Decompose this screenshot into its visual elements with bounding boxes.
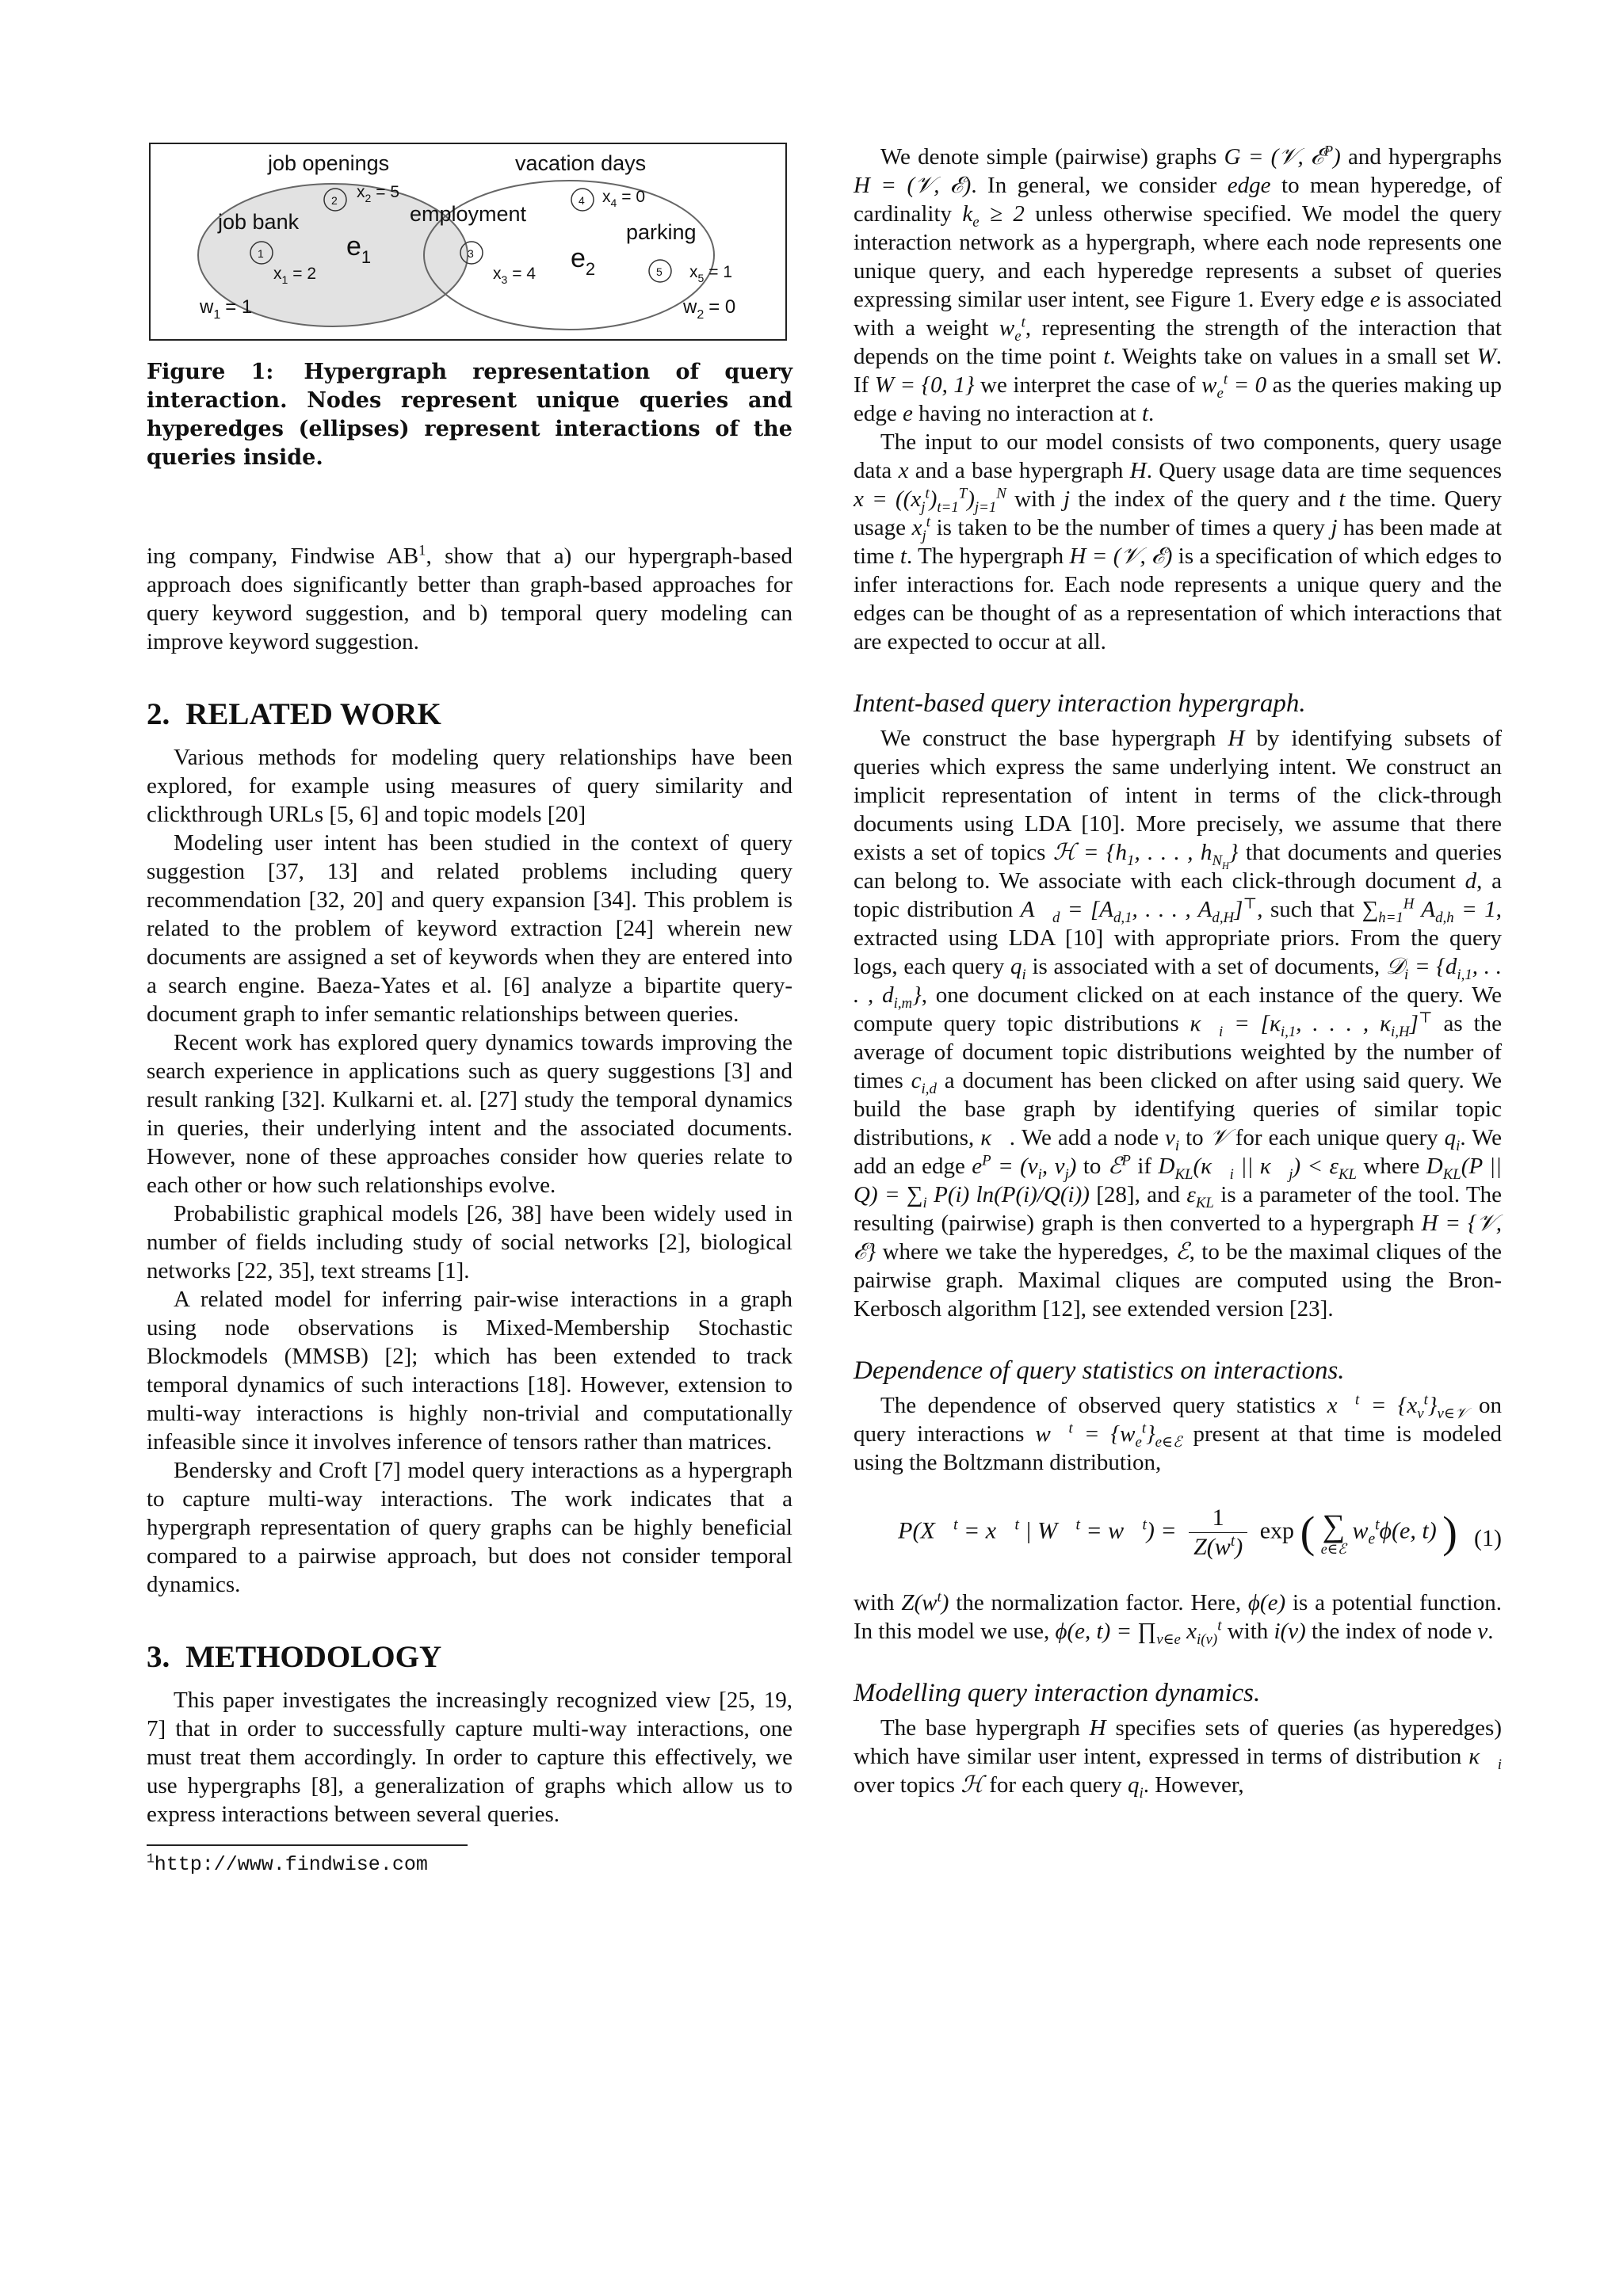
equation-1: P(X⃗$^t$ = x⃗$^t$ | W⃗$^t$ = w⃗$^t$) = $\frac{1}{Z(w^t)}$ exp ( ∑ e∈ℰ $w_e^t\phi(e$, t) ) (1) (898, 1505, 1502, 1560)
figure-caption (147, 358, 792, 472)
label-job-bank: job bank (218, 210, 300, 234)
svg-text:x4= 0: $x_4 = 0$ (602, 188, 646, 209)
svg-text:3: 3 (468, 247, 474, 260)
svg-text:w2= 0: $w_2 = 0$ (683, 296, 736, 322)
footnote-link[interactable]: http://www.findwise.com (154, 1853, 428, 1876)
equation-number: (1) (1474, 1525, 1502, 1551)
subheading-modelling: Modelling query interaction dynamics. (854, 1679, 1261, 1707)
svg-text:5: 5 (656, 265, 663, 278)
right-p4: The dependence of observed query statistics x⃗$^t$ = $\{x_v^t\}_{v\in 𝒱}$ on query interactions w⃗$^t$ = $\{w_e^t\}_{e\in ℰ}$ present at that time is modeled using the Boltzmann distribution, (854, 1391, 1502, 1475)
left-column (147, 143, 792, 1879)
svg-text:x3= 4: $x_3 = 4$ (493, 265, 537, 286)
subheading-dependence: Dependence of query statistics on interactions. (854, 1356, 1345, 1385)
label-vacation-days: vacation days (515, 151, 647, 175)
section-2-heading: 2. RELATED WORK (147, 697, 441, 731)
svg-text:w1= 1: $w_1 = 1$ (200, 296, 253, 322)
right-p5: with $Z(w^t)$ the normalization factor. Here, ϕ(e) is a potential function. In this model we use, ϕ(e, $t) = \prod_{v\in e}$ $x_{i(v)}^t$ with i(v) the index of node v. (854, 1589, 1502, 1648)
right-column (854, 143, 1503, 1802)
related-work-p2: Modeling user intent has been studied in the context of query suggestion [37, 13] and related problems including query recommendation [32, 20] and query expansion [34]. This problem is related to the problem of keyword extraction [24] wherein new documents are assigned a set of keywords when they are entered into a search engine. Baeza-Yates et al. [6] analyze a bipartite query-document graph to infer semantic relationships between queries. (147, 830, 792, 1027)
footnote-rule (147, 1844, 468, 1846)
svg-text:x2= 5: $x_2 = 5$ (357, 183, 400, 204)
label-employment: employment (410, 202, 527, 226)
related-work-p3: Recent work has explored query dynamics towards improving the search experience in applications such as query suggestions [3] and result ranking [32]. Kulkarni et. al. [27] study the temporal dynamics in queries, their underlying intent and the associated documents. However, none of these approaches consider how queries relate to each other or how such relationships evolve. (147, 1030, 792, 1198)
related-work-p4: Probabilistic graphical models [26, 38] have been widely used in number of fields including study of social networks [2], biological networks [22, 35], text streams [1]. (147, 1201, 792, 1283)
label-parking: parking (626, 220, 697, 244)
svg-text:x5= 1: $x_5 = 1$ (689, 263, 733, 284)
related-work-p5: A related model for inferring pair-wise interactions in a graph using node observations is Mixed-Membership Stochastic Blockmodels (MMSB) [2]; which has been extended to track temporal dynamics of such interactions [18]. However, extension to multi-way interactions is highly non-trivial and computationally infeasible since it involves inference of tensors rather than matrices. (147, 1287, 792, 1455)
methodology-p1: This paper investigates the increasingly recognized view [25, 19, 7] that in order to successfully capture multi-way interactions, one must treat them accordingly. In order to capture this effectively, we use hypergraphs [8], a generalization of graphs which allow us to express interactions between several queries. (147, 1688, 792, 1827)
related-work-p6: Bendersky and Croft [7] model query interactions as a hypergraph to capture multi-way interactions. The work indicates that a hypergraph representation of query graphs can be highly beneficial compared to a pairwise approach, but does not consider temporal dynamics. (147, 1458, 792, 1597)
subheading-intent: Intent-based query interaction hypergraph. (854, 689, 1306, 718)
intro-paragraph: ing company, Findwise $AB^1$, show that a) our hypergraph-based approach does significantly better than graph-based approaches for query keyword suggestion, and b) temporal query modeling can improve keyword suggestion. (147, 542, 792, 654)
svg-text:x1= 2: $x_1 = 2$ (273, 265, 317, 286)
right-p2: The input to our model consists of two components, query usage data x and a base hypergraph H. Query usage data are time sequences $x = ((x_j^t)_{t=1}^T)_{j=1}^N$ with j the index of the query and t the time. Query usage $x_j^t$ is taken to be the number of times a query j has been made at time t. The hypergraph H = (𝒱, ℰ) is a specification of which edges to infer interactions for. Each node represents a unique query and the edges can be thought of as a representation of which interactions that are expected to occur at all. (854, 429, 1502, 654)
related-work-p1: Various methods for modeling query relationships have been explored, for example using measures of query similarity and clickthrough URLs [5, 6] and topic models [20] (147, 745, 792, 827)
right-p3: We construct the base hypergraph H by identifying subsets of queries which express the same underlying intent. We construct an implicit representation of intent in terms of the click-through documents using LDA [10]. More precisely, we assume that there exists a set of topics ℋ = {$h_1$, . . . , $h_{N_H}$} that documents and queries can belong to. We associate with each click-through document d, a topic distribution $A⃗_d = [A_{d,1}$, . . . , $A_{d,H}]^⊤$, such that $\sum_{h=1}^H$ $A_{d,h} = 1$, extracted using LDA [10] with appropriate priors. From the query logs, each query $q_i$ is associated with a set of documents, 𝒟$_i$ = {$d_{i,1}$, . . . , $d_{i,m}$}, one document clicked on at each instance of the query. We compute query topic distributions $\kappa⃗_i = [\kappa_{i,1}$, . . . , $\kappa_{i,H}]^⊤$ as the average of document topic distributions weighted by the number of times $c_{i,d}$ a document has been clicked on after using said query. We build the base graph by identifying queries of similar topic distributions, κ⃗. We add a node $v_i$ to 𝒱 for each unique query $q_i$. We add an edge $e^P = (v_i$, $v_j$) to ℰ$^P$ if $D_{KL}(\kappa⃗_i$ || $\kappa⃗_j) < \varepsilon_{KL}$ where $D_{KL}(P$ || $Q) = \sum_i$ P(i) ln(P(i)/Q(i)) [28], and $\varepsilon_{KL}$ is a parameter of the tool. The resulting (pairwise) graph is then converted to a hypergraph H = {𝒱, ℰ} where we take the hyperedges, ℰ, to be the maximal cliques of the pairwise graph. Maximal cliques are computed using the Bron-Kerbosch algorithm [12], see extended version [23]. (854, 726, 1503, 1322)
hypergraph-diagram (151, 144, 785, 339)
section-3-heading: 3. METHODOLOGY (147, 1640, 442, 1674)
right-p6: The base hypergraph H specifies sets of queries (as hyperedges) which have similar user intent, expressed in terms of distribution $\kappa⃗_i$ over topics ℋ for each query $q_i$. However, (854, 1715, 1502, 1802)
caption-label: Figure 1: (147, 360, 274, 384)
footnote: $^1$http://www.findwise.com (147, 1851, 428, 1876)
svg-text:e1: $e_1$ (346, 231, 372, 267)
caption-text: Hypergraph representation of query interaction. Nodes represent unique queries and hyperedges (ellipses) represent interactions of the queries inside. (147, 360, 792, 470)
svg-text:1: 1 (258, 247, 264, 260)
right-p1: We denote simple (pairwise) graphs G = (𝒱, ℰ$^P$) and hypergraphs H = (𝒱, ℰ). In general, we consider edge to mean hyperedge, of cardinality $k_e \ge 2$ unless otherwise specified. We model the query interaction network as a hypergraph, where each node represents one unique query, and each hyperedge represents a subset of queries expressing similar user intent, see Figure 1. Every edge e is associated with a weight $w_e^t$, representing the strength of the interaction that depends on the time point t. Weights take on values in a small set W. If W = {0, 1} we interpret the case of $w_e^t = 0$ as the queries making up edge e having no interaction at t. (854, 143, 1503, 426)
svg-text:4: 4 (579, 194, 585, 207)
figure-1 (149, 143, 787, 341)
label-job-openings: job openings (268, 151, 390, 175)
svg-text:e2: $e_2$ (571, 243, 596, 279)
svg-text:2: 2 (331, 194, 338, 207)
